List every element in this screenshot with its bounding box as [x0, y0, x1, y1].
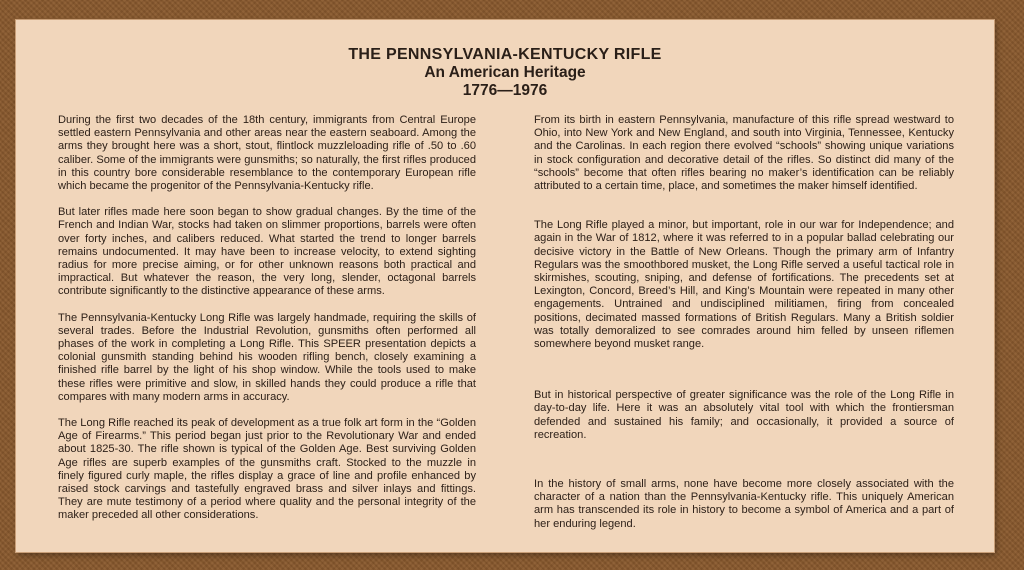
paragraph: From its birth in eastern Pennsylvania, manufacture of this rifle spread westward to Ohio, into New York and New England, and south into Virginia, Tennessee, Kentucky and the Carolinas. In each region there evolved “schools” showing unique variations in stock configuration and decorative detail of the rifles. So distinct did many of the “schools” become that often rifles bearing no maker’s identification can be reliably attributed to a certain time, place, and sometimes the maker himself identified.	[534, 114, 954, 193]
document-card	[16, 20, 994, 552]
paragraph: In the history of small arms, none have become more closely associated with the character of a nation than the Pennsylvania-Kentucky rifle. This uniquely American arm has transcended its role in history to become a symbol of America and a part of her enduring legend.	[534, 478, 954, 530]
left-column	[58, 114, 476, 536]
paragraph: During the first two decades of the 18th century, immigrants from Central Europe settled eastern Pennsylvania and other areas near the eastern seaboard. Among the arms they brought here was a short, stout, flintlock muzzleloading rifle of .50 to .60 caliber. Some of the immigrants were gunsmiths; so naturally, the first rifles produced in this country bore considerable resemblance to the contemporary European rifle which became the progenitor of the Pennsylvania-Kentucky rifle.	[58, 114, 476, 193]
document-years: 1776—1976	[462, 82, 548, 99]
document-title: THE PENNSYLVANIA-KENTUCKY RIFLE	[348, 46, 662, 63]
document-subtitle: An American Heritage	[424, 64, 586, 81]
paragraph: But later rifles made here soon began to show gradual changes. By the time of the French and Indian War, stocks had taken on slimmer proportions, barrels were often over forty inches, and calibers reduced. What started the trend to longer barrels remains undocumented. It may have been to increase velocity, to extend sighting radius for more precise aiming, or for other unknown reasons both practical and impractical. But whatever the reason, the very long, slender, octagonal barrels contribute significantly to the distinctive appearance of these arms.	[58, 206, 476, 298]
paragraph: The Long Rifle reached its peak of development as a true folk art form in the “Golden Age of Firearms.” This period began just prior to the Revolutionary War and ended about 1825-30. The rifle shown is typical of the Golden Age. Best surviving Golden Age rifles are superb examples of the gunsmiths craft. Stocked to the muzzle in finely figured curly maple, the rifles display a grace of line and profile enhanced by raised stock carvings and tastefully engraved brass and silver inlays and fittings. They are mute testimony of a period where quality and the personal integrity of the maker preceded all other considerations.	[58, 417, 476, 522]
paragraph: The Pennsylvania-Kentucky Long Rifle was largely handmade, requiring the skills of several trades. Before the Industrial Revolution, gunsmiths often performed all phases of the work in completing a Long Rifle. This SPEER presentation depicts a colonial gunsmith standing behind his wooden rifling bench, closely examining a finished rifle barrel by the light of his shop window. While the tools used to make these rifles were primitive and slow, in skilled hands they could produce a rifle that compares with many modern arms in accuracy.	[58, 311, 476, 403]
paragraph: But in historical perspective of greater significance was the role of the Long Rifle in day-to-day life. Here it was an absolutely vital tool with which the frontiersman defended and sustained his family; and occasionally, it provided a source of recreation.	[534, 389, 954, 441]
right-column	[534, 114, 954, 544]
paragraph: The Long Rifle played a minor, but important, role in our war for Independence; and again in the War of 1812, where it was referred to in a popular ballad celebrating our decisive victory in the Battle of New Orleans. Though the primary arm of Infantry Regulars was the smoothbored musket, the Long Rifle served a useful tactical role in skirmishes, scouting, sniping, and defense of fortifications. The precedents set at Lexington, Concord, Breed’s Hill, and King’s Mountain were repeated in many other engagements. Untrained and undisciplined militiamen, firing from concealed positions, decimated massed formations of British Regulars. Many a British soldier was totally demoralized to see comrades around him felled by unseen riflemen somewhere beyond musket range.	[534, 219, 954, 351]
document-header	[16, 46, 994, 100]
